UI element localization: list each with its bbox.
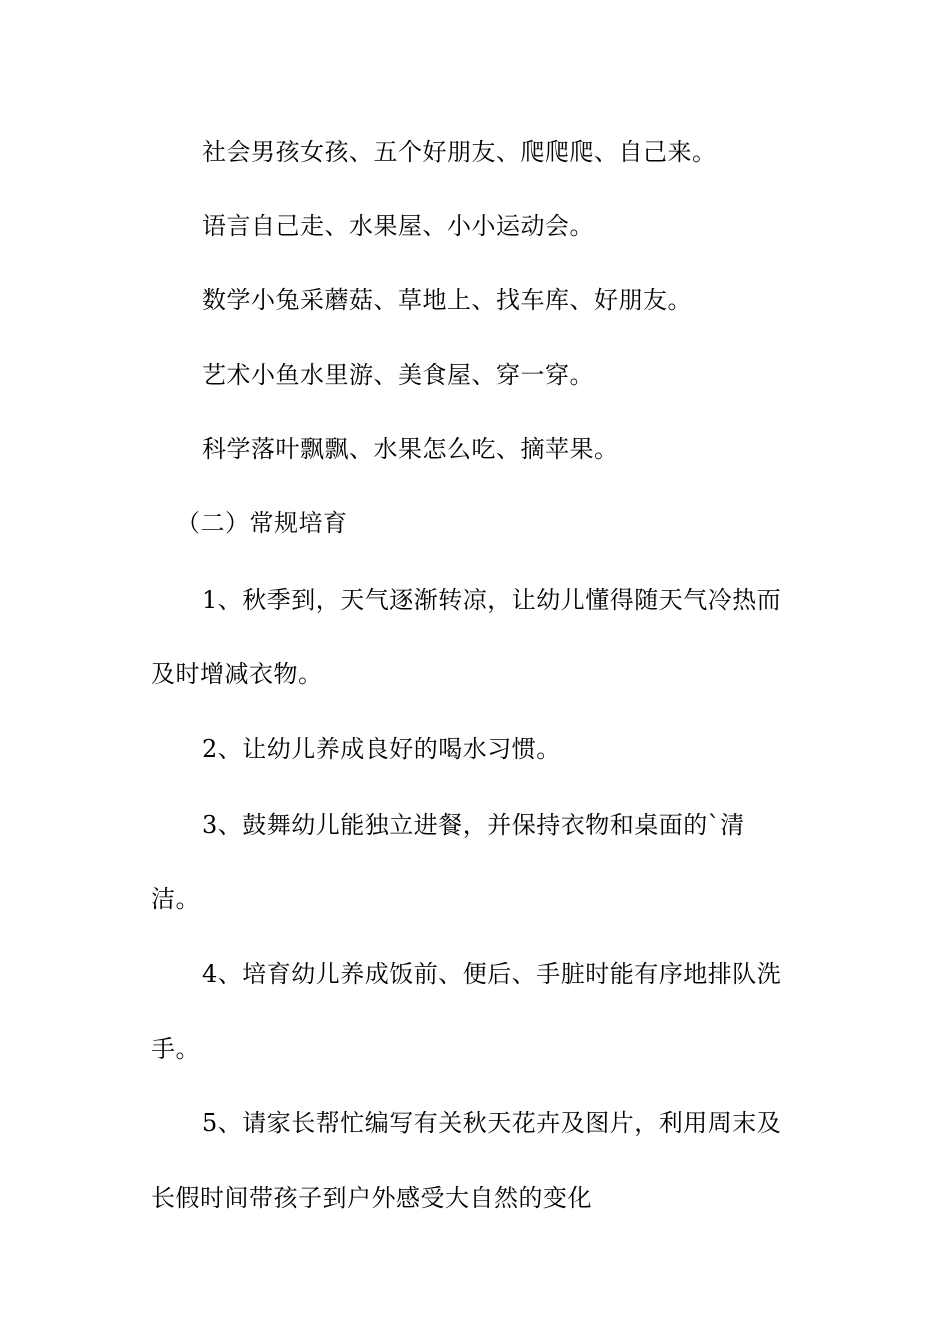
curriculum-math: 数学小兔采蘑菇、草地上、找车库、好朋友。 (202, 286, 692, 314)
routine-item-5-line-2: 长假时间带孩子到户外感受大自然的变化 (151, 1184, 592, 1212)
curriculum-art: 艺术小鱼水里游、美食屋、穿一穿。 (202, 361, 594, 389)
curriculum-language: 语言自己走、水果屋、小小运动会。 (202, 212, 594, 240)
routine-item-4-line-2: 手。 (151, 1035, 200, 1063)
routine-item-3-line-1: 3、鼓舞幼儿能独立进餐，并保持衣物和桌面的`清 (202, 811, 745, 839)
curriculum-science: 科学落叶飘飘、水果怎么吃、摘苹果。 (202, 435, 619, 463)
routine-item-2: 2、让幼儿养成良好的喝水习惯。 (202, 735, 561, 763)
routine-item-1-line-2: 及时增减衣物。 (151, 660, 323, 688)
routine-item-5-line-1: 5、请家长帮忙编写有关秋天花卉及图片，利用周末及 (202, 1109, 782, 1137)
section-heading-routine: （二）常规培育 (176, 509, 348, 537)
curriculum-social: 社会男孩女孩、五个好朋友、爬爬爬、自己来。 (202, 138, 717, 166)
routine-item-1-line-1: 1、秋季到，天气逐渐转凉，让幼儿懂得随天气冷热而 (202, 586, 782, 614)
routine-item-3-line-2: 洁。 (151, 885, 200, 913)
routine-item-4-line-1: 4、培育幼儿养成饭前、便后、手脏时能有序地排队洗 (202, 960, 782, 988)
